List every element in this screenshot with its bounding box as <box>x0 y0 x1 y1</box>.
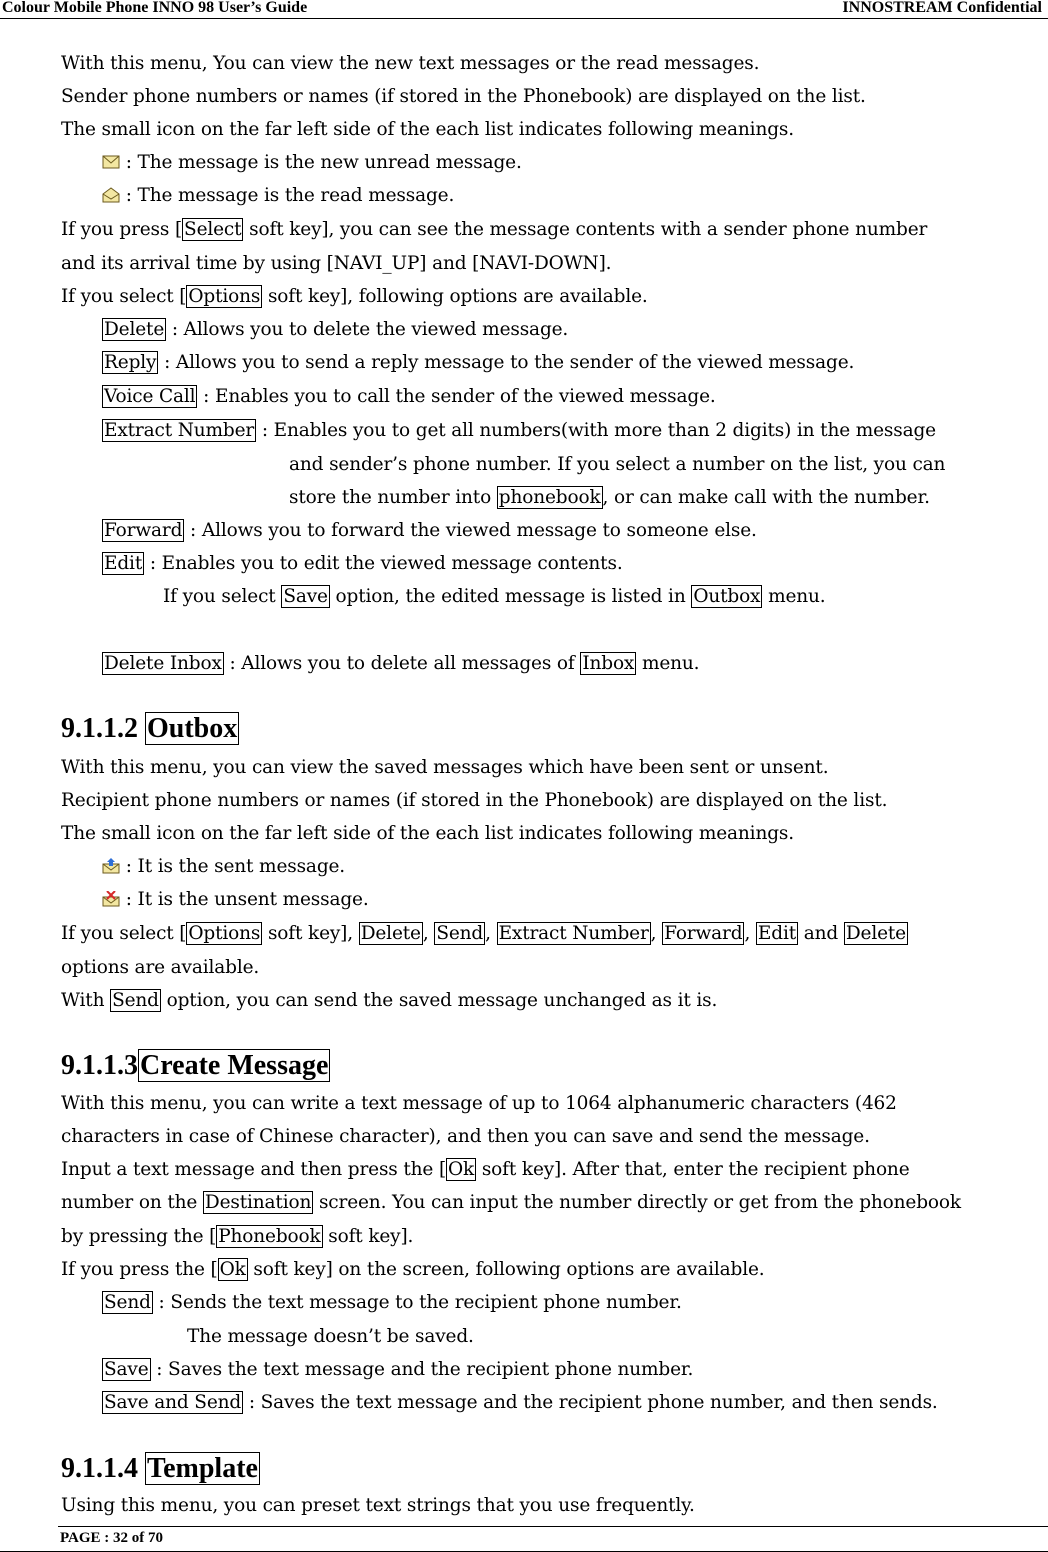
inbox-select-line-2: and its arrival time by using [NAVI_UP] and [NAVI-DOWN]. <box>61 253 612 274</box>
option-delete-inbox <box>102 652 699 676</box>
text-run: , or can make call with the number. <box>602 487 930 508</box>
text-run: If you select <box>163 586 282 607</box>
outbox-icon-row-unsent <box>102 888 369 912</box>
option-edit <box>102 552 623 576</box>
sent-icon-desc: : It is the sent message. <box>120 856 346 877</box>
boxed-term: Edit <box>104 553 143 574</box>
boxed-term: Send <box>436 923 484 944</box>
text-run: : Allows you to forward the viewed message to someone else. <box>184 520 757 541</box>
text-run: option, you can send the saved message unchanged as it is. <box>160 990 718 1011</box>
phonebook-ref: phonebook <box>498 487 601 508</box>
option-voice-call <box>102 385 716 409</box>
text-run: : Enables you to get all numbers(with more than 2 digits) in the message <box>256 420 936 441</box>
text-run: If you press [ <box>61 219 183 240</box>
boxed-term: Save <box>283 586 328 607</box>
inbox-icon-row-read <box>102 184 454 208</box>
text-run: menu. <box>636 653 700 674</box>
extract-number-line-3 <box>289 486 930 510</box>
text-run: soft key], following options are available. <box>262 286 648 307</box>
boxed-term: Delete Inbox <box>104 653 222 674</box>
text-run: : Sends the text message to the recipient phone number. <box>152 1292 682 1313</box>
sent-message-icon <box>102 858 120 874</box>
template-p1: Using this menu, you can preset text strings that you use frequently. <box>61 1495 695 1516</box>
boxed-term: Save <box>104 1359 149 1380</box>
text-run: by pressing the [ <box>61 1226 217 1247</box>
text-run: 9.1.1.4 <box>61 1453 145 1484</box>
boxed-term: Edit <box>757 923 797 944</box>
boxed-term: Inbox <box>582 653 635 674</box>
text-run: number on the <box>61 1192 203 1213</box>
inbox-intro: With this menu, You can view the new text messages or the read messages. <box>61 53 760 74</box>
text-run: Input a text message and then press the [ <box>61 1159 447 1180</box>
text-run: option, the edited message is listed in <box>329 586 692 607</box>
text-run: With <box>61 990 111 1011</box>
unread-envelope-icon <box>102 154 120 170</box>
text-run: If you select [ <box>61 923 187 944</box>
text-run: and <box>798 923 844 944</box>
boxed-term: Send <box>104 1292 151 1313</box>
text-run: 9.1.1.2 <box>61 713 145 744</box>
unsent-message-icon <box>102 891 120 907</box>
boxed-term: Extract Number <box>104 420 255 441</box>
option-reply <box>102 351 854 375</box>
boxed-term: Save and Send <box>104 1392 242 1413</box>
create-p3 <box>61 1158 910 1182</box>
boxed-term: Ok <box>448 1159 475 1180</box>
boxed-term: Template <box>147 1453 258 1484</box>
text-run: soft key]. <box>322 1226 414 1247</box>
text-run: 9.1.1.3 <box>61 1050 138 1081</box>
create-p4 <box>61 1191 961 1215</box>
text-run: , <box>650 923 663 944</box>
text-run: soft key] on the screen, following options are available. <box>247 1259 765 1280</box>
boxed-term: Outbox <box>693 586 761 607</box>
heading-outbox <box>61 712 239 746</box>
text-run: soft key], <box>262 923 359 944</box>
create-send-line-2: The message doesn’t be saved. <box>187 1326 474 1347</box>
edit-line-2 <box>163 585 826 609</box>
create-p6 <box>61 1258 765 1282</box>
boxed-term: Send <box>112 990 159 1011</box>
text-run: : Saves the text message and the recipient phone number, and then sends. <box>243 1392 938 1413</box>
text-run: , <box>485 923 497 944</box>
boxed-term: Delete <box>845 923 906 944</box>
text-run: If you press the [ <box>61 1259 218 1280</box>
option-forward <box>102 519 757 543</box>
header-title: Colour Mobile Phone INNO 98 User’s Guide <box>2 0 308 16</box>
unread-icon-desc: : The message is the new unread message. <box>120 152 522 173</box>
options-soft-key: Options <box>188 286 261 307</box>
boxed-term: Destination <box>204 1192 312 1213</box>
inbox-options-line <box>61 285 648 309</box>
text-run: , <box>422 923 435 944</box>
read-icon-desc: : The message is the read message. <box>120 185 455 206</box>
create-p5 <box>61 1225 413 1249</box>
text-run: If you select [ <box>61 286 187 307</box>
text-run: screen. You can input the number directly or get from the phonebook <box>313 1192 961 1213</box>
option-extract-number <box>102 419 936 443</box>
text-run: soft key]. After that, enter the recipient phone <box>476 1159 910 1180</box>
create-p2: characters in case of Chinese character), and then you can save and send the message. <box>61 1126 870 1147</box>
outbox-intro: With this menu, you can view the saved messages which have been sent or unsent. <box>61 757 829 778</box>
text-run: : Allows you to delete the viewed message. <box>166 319 569 340</box>
text-run: soft key], you can see the message contents with a sender phone number <box>243 219 928 240</box>
boxed-term: Outbox <box>147 713 238 744</box>
boxed-term: Delete <box>104 319 165 340</box>
inbox-sender-info: Sender phone numbers or names (if stored in the Phonebook) are displayed on the list. <box>61 86 866 107</box>
boxed-term: Options <box>188 923 261 944</box>
heading-create-message <box>61 1049 330 1083</box>
text-run: : Enables you to call the sender of the viewed message. <box>197 386 716 407</box>
text-run: : Allows you to delete all messages of <box>223 653 581 674</box>
page-number: PAGE : 32 of 70 <box>60 1530 164 1546</box>
heading-template <box>61 1452 260 1486</box>
page-footer <box>0 1526 1048 1552</box>
boxed-term: Reply <box>104 352 157 373</box>
read-envelope-icon <box>102 187 120 203</box>
text-run: : Enables you to edit the viewed message contents. <box>144 553 623 574</box>
create-option-save-and-send <box>102 1391 938 1415</box>
outbox-options-line <box>61 922 908 946</box>
create-option-send <box>102 1291 682 1315</box>
select-soft-key: Select <box>184 219 242 240</box>
create-p1: With this menu, you can write a text message of up to 1064 alphanumeric characters (462 <box>61 1093 897 1114</box>
unsent-icon-desc: : It is the unsent message. <box>120 889 369 910</box>
boxed-term: Ok <box>219 1259 246 1280</box>
boxed-term: Delete <box>360 923 421 944</box>
text-run: menu. <box>762 586 826 607</box>
outbox-send-line <box>61 989 717 1013</box>
create-option-save <box>102 1358 693 1382</box>
extract-number-line-2: and sender’s phone number. If you select a number on the list, you can <box>289 454 946 475</box>
outbox-icon-info: The small icon on the far left side of the each list indicates following meanings. <box>61 823 794 844</box>
boxed-term: Forward <box>664 923 743 944</box>
outbox-options-line-2: options are available. <box>61 957 260 978</box>
boxed-term: Voice Call <box>104 386 196 407</box>
outbox-icon-row-sent <box>102 855 345 879</box>
option-delete <box>102 318 568 342</box>
boxed-term: Extract Number <box>498 923 649 944</box>
text-run: , <box>744 923 756 944</box>
header-confidential: INNOSTREAM Confidential <box>842 0 1042 16</box>
inbox-icon-row-unread <box>102 151 522 175</box>
boxed-term: Phonebook <box>218 1226 321 1247</box>
boxed-term: Create Message <box>140 1050 329 1081</box>
text-run: : Allows you to send a reply message to the sender of the viewed message. <box>158 352 855 373</box>
inbox-select-line <box>61 218 927 242</box>
text-run: : Saves the text message and the recipient phone number. <box>150 1359 694 1380</box>
outbox-recipient-info: Recipient phone numbers or names (if stored in the Phonebook) are displayed on the list. <box>61 790 888 811</box>
page-header <box>0 0 1048 19</box>
boxed-term: Forward <box>104 520 183 541</box>
text-run: store the number into <box>289 487 497 508</box>
inbox-icon-info: The small icon on the far left side of the each list indicates following meanings. <box>61 119 794 140</box>
